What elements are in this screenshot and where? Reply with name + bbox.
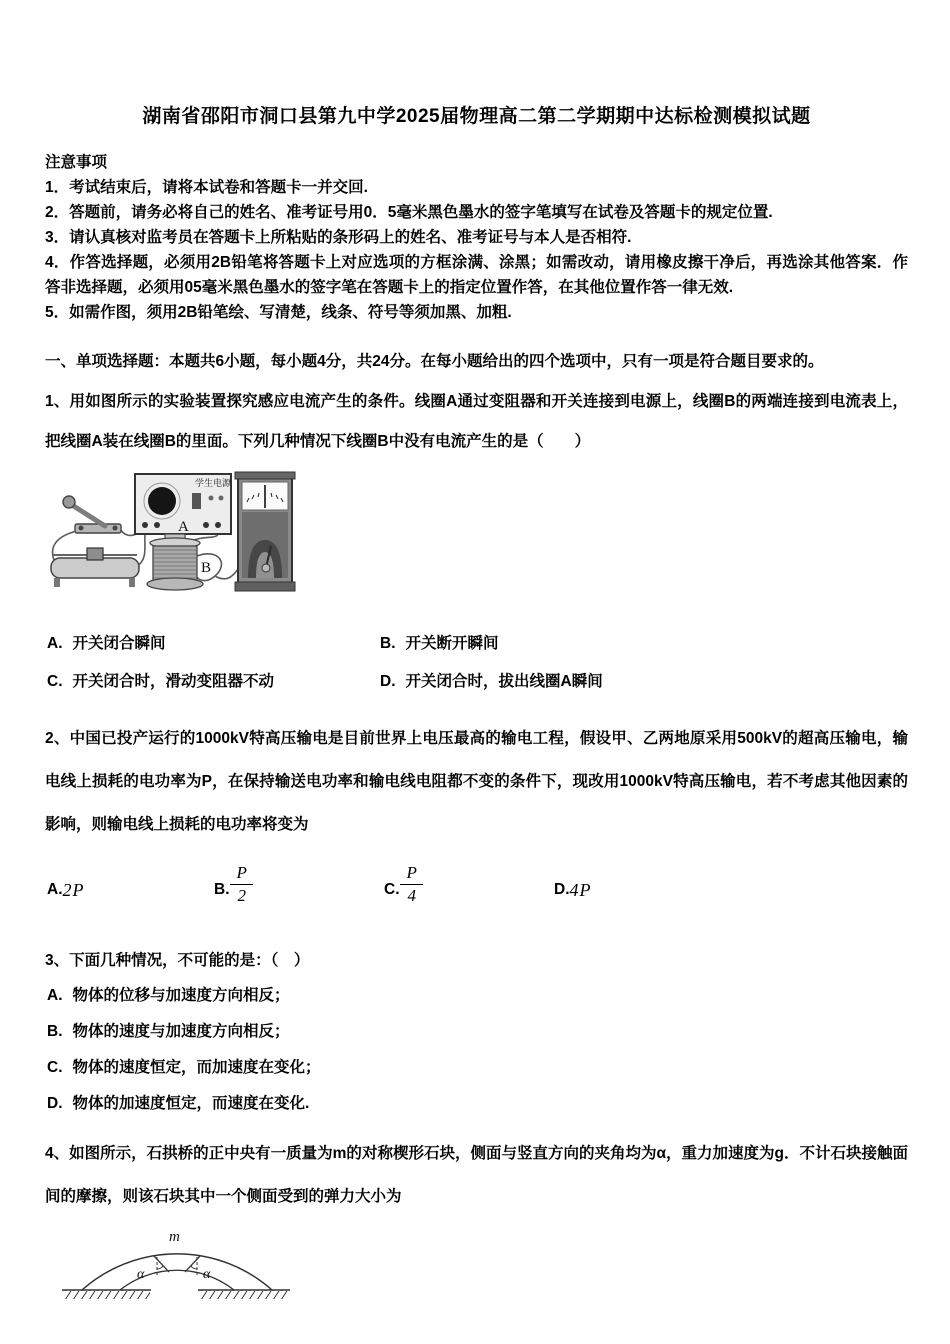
fraction: $\frac{P}{4}$ — [400, 863, 424, 905]
power-supply-label: 学生电源 — [195, 478, 232, 488]
q2-option-b: B. $\frac{P}{2}$ — [214, 869, 384, 911]
coil-b-label: B — [201, 560, 212, 576]
notice-item-4: 4．作答选择题，必须用2B铅笔将答题卡上对应选项的方框涂满、涂黑；如需改动，请用橡皮擦干净后，再选涂其他答案．作答非选择题，必须用05毫米黑色墨水的签字笔在答题卡上的指定位置作答，在其他位置作答一律无效. — [45, 254, 908, 296]
rheostat — [51, 548, 139, 587]
q1-option-b: B. 开关断开瞬间 — [380, 635, 499, 652]
question-3-options — [47, 978, 908, 1122]
galvanometer — [235, 472, 295, 591]
question-3-text: 3、下面几种情况，不可能的是：（ ） — [45, 952, 310, 969]
notice-item-1: 1．考试结束后，请将本试卷和答题卡一并交回. — [45, 179, 368, 196]
q3-option-c: C. 物体的速度恒定，而加速度在变化； — [47, 1059, 321, 1076]
angle-left-label: α — [137, 1267, 145, 1282]
question-1-text: 1、用如图所示的实验装置探究感应电流产生的条件。线圈A通过变阻器和开关连接到电源上，线圈B的两端连接到电流表上，把线圈A装在线圈B的里面。下列几种情况下线圈B中没有电流产生的是（ ） — [45, 393, 908, 450]
exam-title: 湖南省邵阳市洞口县第九中学2025届物理高二第二学期期中达标检测模拟试题 — [142, 106, 811, 127]
notice-section — [45, 150, 908, 325]
question-1-options — [47, 625, 908, 701]
question-2-text: 2、中国已投产运行的1000kV特高压输电是目前世界上电压最高的输电工程，假设甲、乙两地原采用500kV的超高压输电，输电线上损耗的电功率为P，在保持输送电功率和输电线电阻都不变的条件下，现改用1000kV特高压输电，若不考虑其他因素的影响，则输电线上损耗的电功率将变为 — [45, 730, 908, 833]
notice-heading: 注意事项 — [45, 154, 108, 171]
notice-item-3: 3．请认真核对监考员在答题卡上所粘贴的条形码上的姓名、准考证号与本人是否相符. — [45, 229, 632, 246]
q1-option-a: A. 开关闭合瞬间 — [47, 635, 166, 652]
q2-option-a: A. 2P — [47, 879, 85, 900]
q3-option-b: B. 物体的速度与加速度方向相反； — [47, 1023, 290, 1040]
question-1-figure — [45, 468, 908, 605]
section-1-heading: 一、单项选择题：本题共6小题，每小题4分，共24分。在每小题给出的四个选项中，只有一项是符合题目要求的。 — [45, 353, 824, 370]
notice-item-5: 5．如需作图，须用2B铅笔绘、写清楚，线条、符号等须加黑、加粗. — [45, 304, 512, 321]
experiment-apparatus-figure — [45, 468, 297, 600]
q3-option-d: D. 物体的加速度恒定，而速度在变化. — [47, 1095, 310, 1112]
question-2-options — [47, 860, 908, 920]
q1-option-c: C. 开关闭合时，滑动变阻器不动 — [47, 673, 275, 690]
arch-bridge-figure — [57, 1228, 295, 1310]
mass-label: m — [169, 1229, 180, 1245]
q2-option-d: D. 4P — [554, 879, 592, 900]
angle-right-label: α — [203, 1267, 211, 1282]
switch — [63, 496, 121, 533]
question-4-figure — [57, 1228, 908, 1315]
q3-option-a: A. 物体的位移与加速度方向相反； — [47, 987, 290, 1004]
question-4-text: 4、如图所示，石拱桥的正中央有一质量为m的对称楔形石块，侧面与竖直方向的夹角均为α，重力加速度为g．不计石块接触面间的摩擦，则该石块其中一个侧面受到的弹力大小为 — [45, 1145, 908, 1205]
coil-a-label: A — [178, 519, 189, 535]
notice-item-2: 2．答题前，请务必将自己的姓名、准考证号用0．5毫米黑色墨水的签字笔填写在试卷及答题卡的规定位置. — [45, 204, 773, 221]
q1-option-d: D. 开关闭合时，拔出线圈A瞬间 — [380, 673, 603, 690]
fraction: $\frac{P}{2}$ — [230, 863, 254, 905]
q2-option-c: C. $\frac{P}{4}$ — [384, 869, 554, 911]
